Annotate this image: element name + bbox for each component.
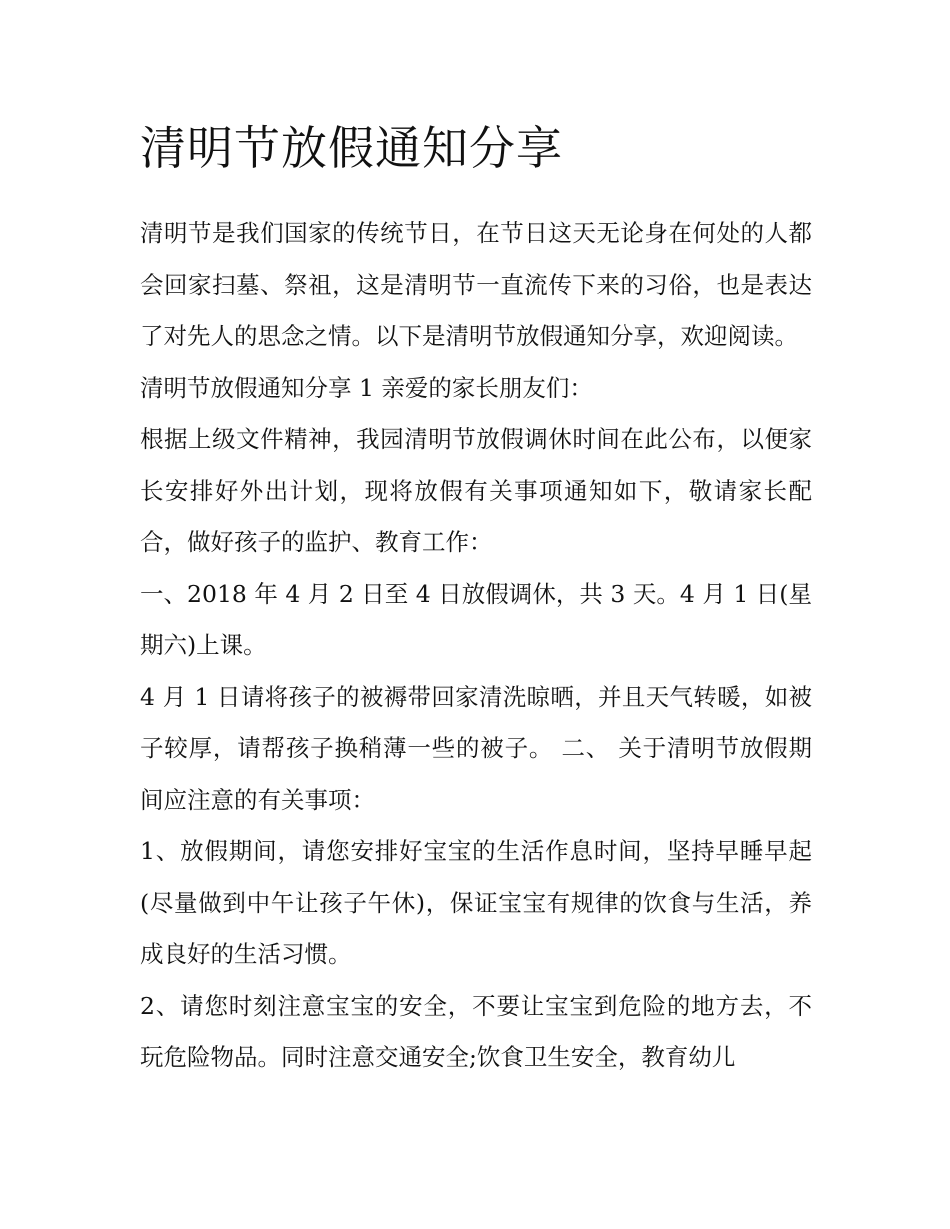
bedding-paragraph: 4 月 1 日请将孩子的被褥带回家清洗晾晒，并且天气转暖，如被子较厚，请帮孩子换稍薄一些的被子。 二、 关于清明节放假期间应注意的有关事项：: [140, 682, 812, 814]
notice-intro-paragraph: 根据上级文件精神，我园清明节放假调休时间在此公布，以便家长安排好外出计划，现将放假有关事项通知如下，敬请家长配合，做好孩子的监护、教育工作：: [140, 425, 812, 556]
notice-heading-paragraph: 清明节放假通知分享 1 亲爱的家长朋友们：: [140, 373, 593, 402]
item-1-paragraph: 1、放假期间，请您安排好宝宝的生活作息时间，坚持早睡早起(尽量做到中午让孩子午休)，保证宝宝有规律的饮食与生活，养成良好的生活习惯。: [140, 837, 812, 968]
item-2-paragraph: 2、请您时刻注意宝宝的安全，不要让宝宝到危险的地方去，不玩危险物品。同时注意交通安全;饮食卫生安全，教育幼儿: [140, 991, 812, 1071]
intro-paragraph: 清明节是我们国家的传统节日，在节日这天无论身在何处的人都会回家扫墓、祭祖，这是清明节一直流传下来的习俗，也是表达了对先人的思念之情。以下是清明节放假通知分享，欢迎阅读。: [140, 219, 812, 350]
document-content: [140, 118, 812, 1084]
document-title: 清明节放假通知分享: [140, 121, 563, 175]
holiday-schedule-paragraph: 一、2018 年 4 月 2 日至 4 日放假调休，共 3 天。4 月 1 日(星期六)上课。: [140, 579, 812, 659]
document-body: [140, 208, 812, 1084]
